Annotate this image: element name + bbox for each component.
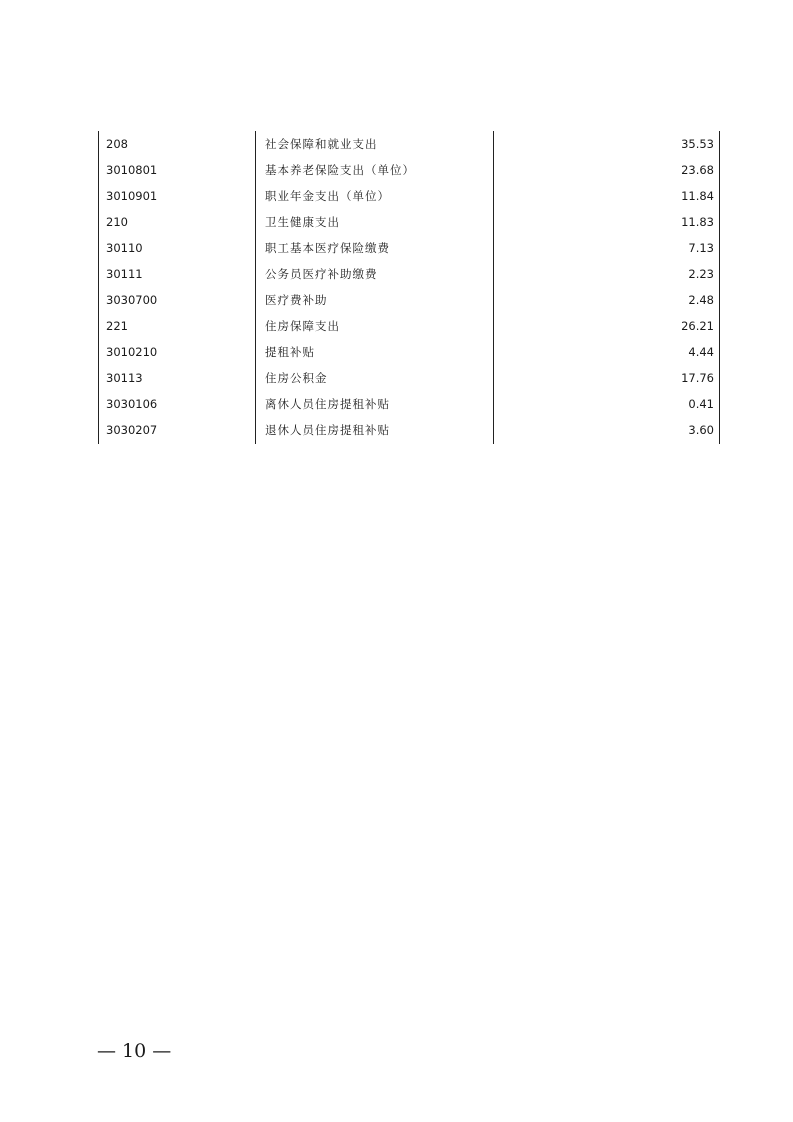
row-amount: 7.13 [688, 241, 714, 255]
table-row [98, 339, 720, 365]
table-row [98, 183, 720, 209]
row-code: 3010901 [106, 189, 158, 203]
row-code: 3030207 [106, 423, 158, 437]
table-row [98, 287, 720, 313]
row-amount: 35.53 [681, 137, 714, 151]
row-code: 3010801 [106, 163, 158, 177]
row-code: 3030106 [106, 397, 158, 411]
row-amount: 2.23 [688, 267, 714, 281]
row-code: 3010210 [106, 345, 158, 359]
row-name: 公务员医疗补助缴费 [265, 267, 378, 281]
row-amount: 26.21 [681, 319, 714, 333]
row-code: 3030700 [106, 293, 158, 307]
row-name: 住房保障支出 [265, 319, 340, 333]
budget-table [98, 131, 720, 444]
row-name: 退休人员住房提租补贴 [265, 423, 390, 437]
table-row [98, 131, 720, 157]
table-row [98, 391, 720, 417]
row-name: 社会保障和就业支出 [265, 137, 378, 151]
row-name: 提租补贴 [265, 345, 315, 359]
row-amount: 23.68 [681, 163, 714, 177]
row-amount: 4.44 [688, 345, 714, 359]
row-code: 210 [106, 215, 128, 229]
row-name: 医疗费补助 [265, 293, 328, 307]
table-row [98, 365, 720, 391]
row-name: 卫生健康支出 [265, 215, 340, 229]
table-row [98, 235, 720, 261]
row-amount: 3.60 [688, 423, 714, 437]
page-number: — 10 — [97, 1040, 172, 1062]
row-amount: 11.83 [681, 215, 714, 229]
row-amount: 0.41 [688, 397, 714, 411]
row-code: 221 [106, 319, 128, 333]
table-row [98, 261, 720, 287]
row-name: 职工基本医疗保险缴费 [265, 241, 390, 255]
row-amount: 2.48 [688, 293, 714, 307]
table-row [98, 313, 720, 339]
table-row [98, 417, 720, 443]
row-code: 30113 [106, 371, 143, 385]
row-name: 职业年金支出（单位） [265, 189, 390, 203]
row-code: 208 [106, 137, 128, 151]
row-name: 离休人员住房提租补贴 [265, 397, 390, 411]
row-name: 住房公积金 [265, 371, 328, 385]
table-row [98, 209, 720, 235]
row-code: 30111 [106, 267, 143, 281]
row-name: 基本养老保险支出（单位） [265, 163, 415, 177]
table-row [98, 157, 720, 183]
row-amount: 17.76 [681, 371, 714, 385]
row-amount: 11.84 [681, 189, 714, 203]
row-code: 30110 [106, 241, 143, 255]
